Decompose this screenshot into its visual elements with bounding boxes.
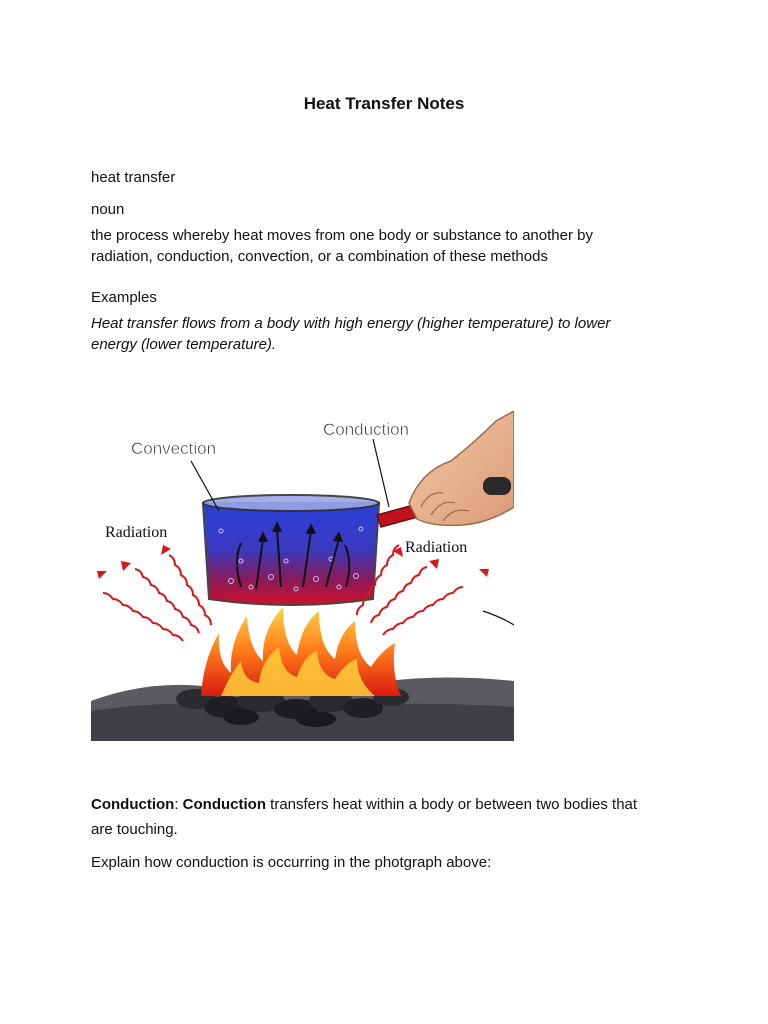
- conduction-colon: :: [174, 796, 183, 813]
- conduction-definition-line-2: are touching.: [91, 821, 178, 838]
- term: heat transfer: [91, 169, 176, 186]
- conduction-term: Conduction: [91, 796, 175, 813]
- label-convection: Convection: [131, 439, 217, 458]
- example-line-1: Heat transfer flows from a body with high energy (higher temperature) to lower: [91, 315, 611, 332]
- definition-line-1: the process whereby heat moves from one body or substance to another by: [91, 227, 593, 244]
- conduction-term-bold: Conduction: [182, 796, 266, 813]
- page-title: Heat Transfer Notes: [303, 94, 465, 113]
- definition-line-2: radiation, conduction, convection, or a combination of these methods: [91, 248, 548, 265]
- conduction-definition-line-1: [91, 794, 691, 815]
- label-radiation-right: Radiation: [405, 539, 468, 556]
- label-radiation-left: Radiation: [105, 524, 168, 541]
- examples-heading: Examples: [91, 289, 157, 306]
- heat-transfer-illustration: [91, 411, 514, 741]
- example-line-2: energy (lower temperature).: [91, 336, 277, 353]
- part-of-speech: noun: [91, 201, 125, 218]
- label-conduction: Conduction: [323, 420, 410, 439]
- conduction-text: transfers heat within a body or between two bodies that: [266, 796, 638, 813]
- hand: [409, 411, 514, 525]
- conduction-question: Explain how conduction is occurring in the photgraph above:: [91, 854, 492, 871]
- pot-of-water: [203, 495, 425, 605]
